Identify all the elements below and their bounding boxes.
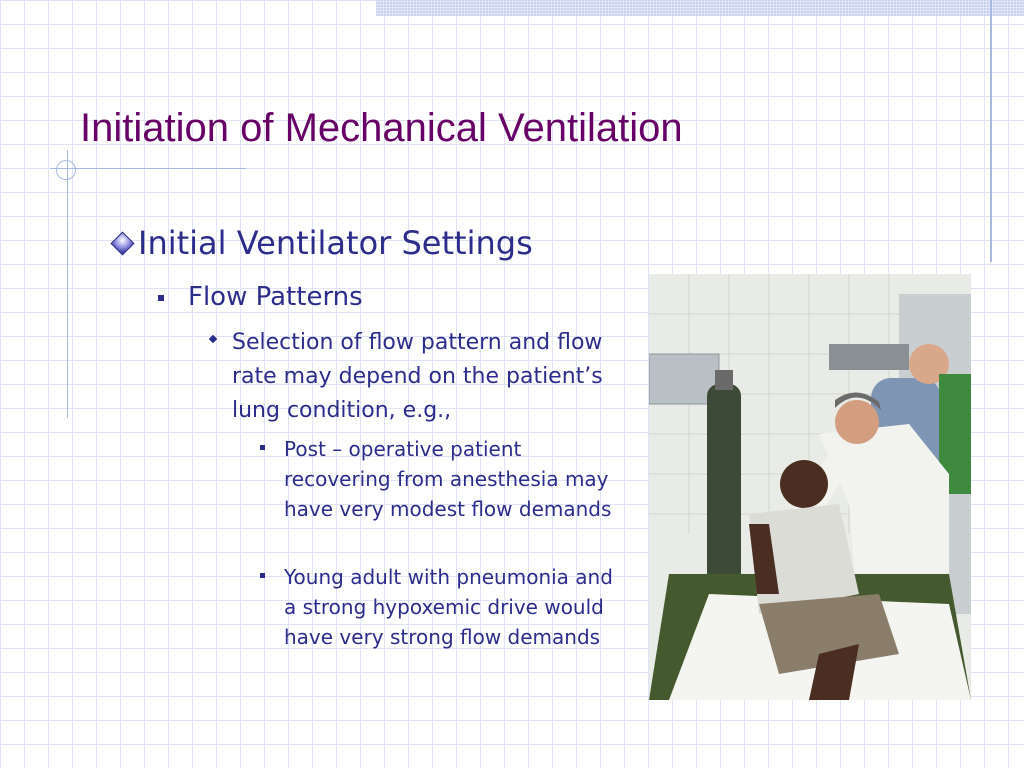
bullet-level4-item bbox=[260, 434, 620, 524]
diamond-bullet-icon bbox=[108, 224, 138, 262]
clinical-photo bbox=[649, 274, 971, 700]
square-bullet-icon bbox=[158, 282, 188, 312]
crosshair-ornament-icon bbox=[56, 160, 76, 180]
bullet-level1 bbox=[108, 224, 533, 262]
slide-title: Initiation of Mechanical Ventilation bbox=[80, 106, 683, 150]
decorative-left-rule bbox=[67, 150, 68, 418]
small-diamond-bullet-icon bbox=[208, 326, 232, 356]
bullet-level4-item bbox=[260, 562, 620, 652]
bullet-level4-text: Post – operative patient recovering from anesthesia may have very modest flow demands bbox=[284, 437, 612, 521]
bullet-level2 bbox=[158, 282, 363, 312]
bullet-level3 bbox=[208, 326, 618, 428]
small-square-bullet-icon bbox=[260, 434, 284, 464]
clinical-photo-illustration bbox=[649, 274, 971, 700]
bullet-level4-text: Young adult with pneumonia and a strong hypoxemic drive would have very strong flow demands bbox=[284, 565, 613, 649]
small-square-bullet-icon bbox=[260, 562, 284, 592]
bullet-level3-text: Selection of flow pattern and flow rate may depend on the patient’s lung condition, e.g., bbox=[232, 330, 603, 423]
decorative-top-band bbox=[376, 0, 1024, 16]
decorative-right-rule bbox=[990, 0, 992, 262]
bullet-level1-text: Initial Ventilator Settings bbox=[138, 224, 533, 262]
bullet-level2-text: Flow Patterns bbox=[188, 282, 363, 312]
title-underline-rule bbox=[50, 168, 246, 169]
